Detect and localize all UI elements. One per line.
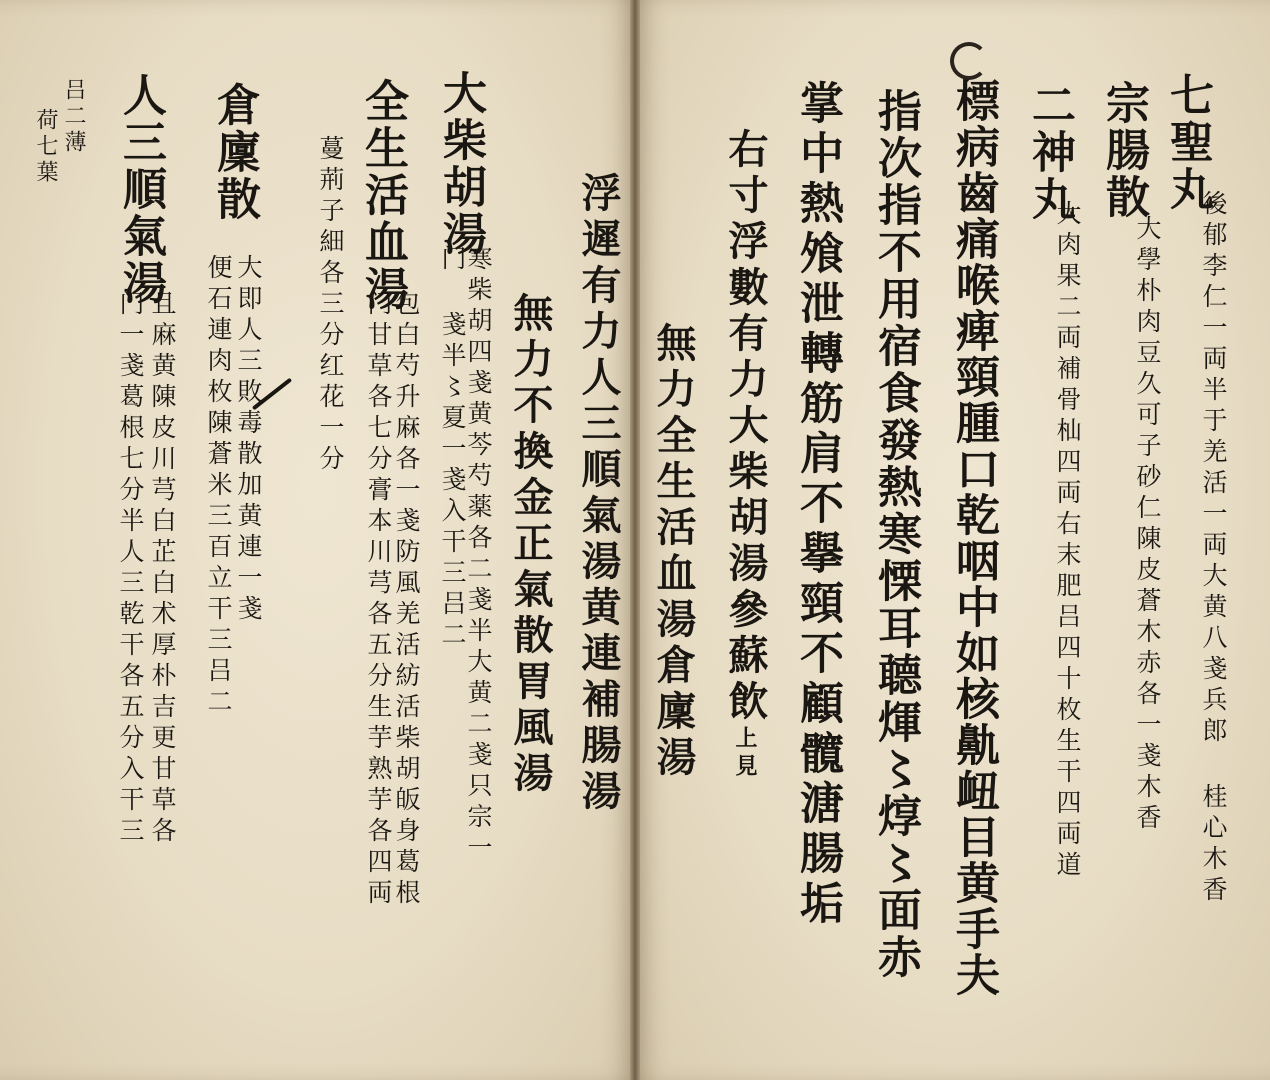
recipe-title-canglin-san: 倉廩散 xyxy=(209,82,260,223)
formula-name: 黄連補腸湯 xyxy=(575,586,622,816)
recipe-title-quansheng-huoxue-tang: 全生活血湯 xyxy=(357,78,408,313)
recipe-note: 寒柴胡四戔黄芩芍薬各二戔半大黄二戔只宗一 xyxy=(464,245,493,865)
recipe-note: 大學朴肉豆久可子砂仁陳皮蒼木赤各一戔木香 xyxy=(1133,215,1162,835)
recipe-note: 蔓荊子細各三分红花一分 xyxy=(316,135,345,476)
right-page xyxy=(635,0,1270,1080)
recipe-note: 吕二薄 xyxy=(61,78,86,156)
pulse-label: 無力 xyxy=(507,292,554,384)
pulse-column-weak-2 xyxy=(507,292,586,798)
recipe-note: 大肉果二両補骨杣四両右末肥吕四十枚生干四両道 xyxy=(1053,200,1082,882)
recipe-title-ershen-wan: 二神丸 xyxy=(1024,82,1075,223)
formula-name: 人三順氣湯 xyxy=(575,356,622,586)
formula-name: 參蘇飲 xyxy=(722,588,769,726)
cross-reference-note: 上見 xyxy=(732,726,758,782)
symptom-text-line-1: 標病齒痛喉痺頸腫口乾咽中如核鼽衄目黄手夫 xyxy=(948,78,999,998)
pulse-column-weak xyxy=(650,322,729,782)
circle-mark-icon xyxy=(950,42,988,80)
recipe-note: 包白芍升麻各一戔防風羌活紡活柴胡皈身葛根 xyxy=(392,290,421,910)
recipe-title-dachaihu-tang: 大柴胡湯 xyxy=(435,70,486,258)
recipe-title-zongchang-san: 宗腸散 xyxy=(1098,80,1149,221)
recipe-note: 门一戔葛根七分半人三乾干各五分入干三 xyxy=(116,290,145,848)
pulse-column-floating-slow xyxy=(575,172,654,816)
pulse-label: 無力 xyxy=(650,322,697,414)
recipe-note: 便石連肉枚陳蒼米三百立干三吕二 xyxy=(204,254,233,719)
pulse-label: 右寸浮數有力 xyxy=(722,128,769,404)
formula-name: 不換金正氣散 xyxy=(507,384,554,660)
recipe-note: 荷七葉 xyxy=(33,108,58,186)
pulse-label: 浮遲有力 xyxy=(575,172,622,356)
recipe-note: 大即人三敗毒散加黄連一戔 xyxy=(234,254,263,626)
formula-name: 倉廩湯 xyxy=(650,644,697,782)
symptom-text-line-2: 指次指不用宿食發熱寒慄耳聼煇〻焞〻面赤 xyxy=(870,88,921,981)
formula-name: 胃風湯 xyxy=(507,660,554,798)
formula-name: 大柴胡湯 xyxy=(722,404,769,588)
pulse-column-right-cun xyxy=(722,128,801,782)
recipe-note: 且麻黄陳皮川芎白芷白术厚朴吉更甘草各 xyxy=(148,290,177,848)
recipe-note: 门 戔半〻夏一戔入干三吕二 xyxy=(438,245,467,652)
symptom-text-line-3: 掌中熱飧泄轉筋肩不擧頸不顧髖溏腸垢 xyxy=(792,80,843,930)
recipe-note: 後郁李仁一両半于羌活一両大黄八戔兵郎 桂心木香 xyxy=(1199,190,1228,907)
recipe-note: 门甘草各七分膏本川芎各五分生芋熟芋各四両 xyxy=(364,290,393,910)
formula-name: 全生活血湯 xyxy=(650,414,697,644)
recipe-title-rensan-shunqi-tang: 人三順氣湯 xyxy=(115,72,166,307)
recipe-title-qisheng-wan: 七聖丸 xyxy=(1162,72,1213,213)
